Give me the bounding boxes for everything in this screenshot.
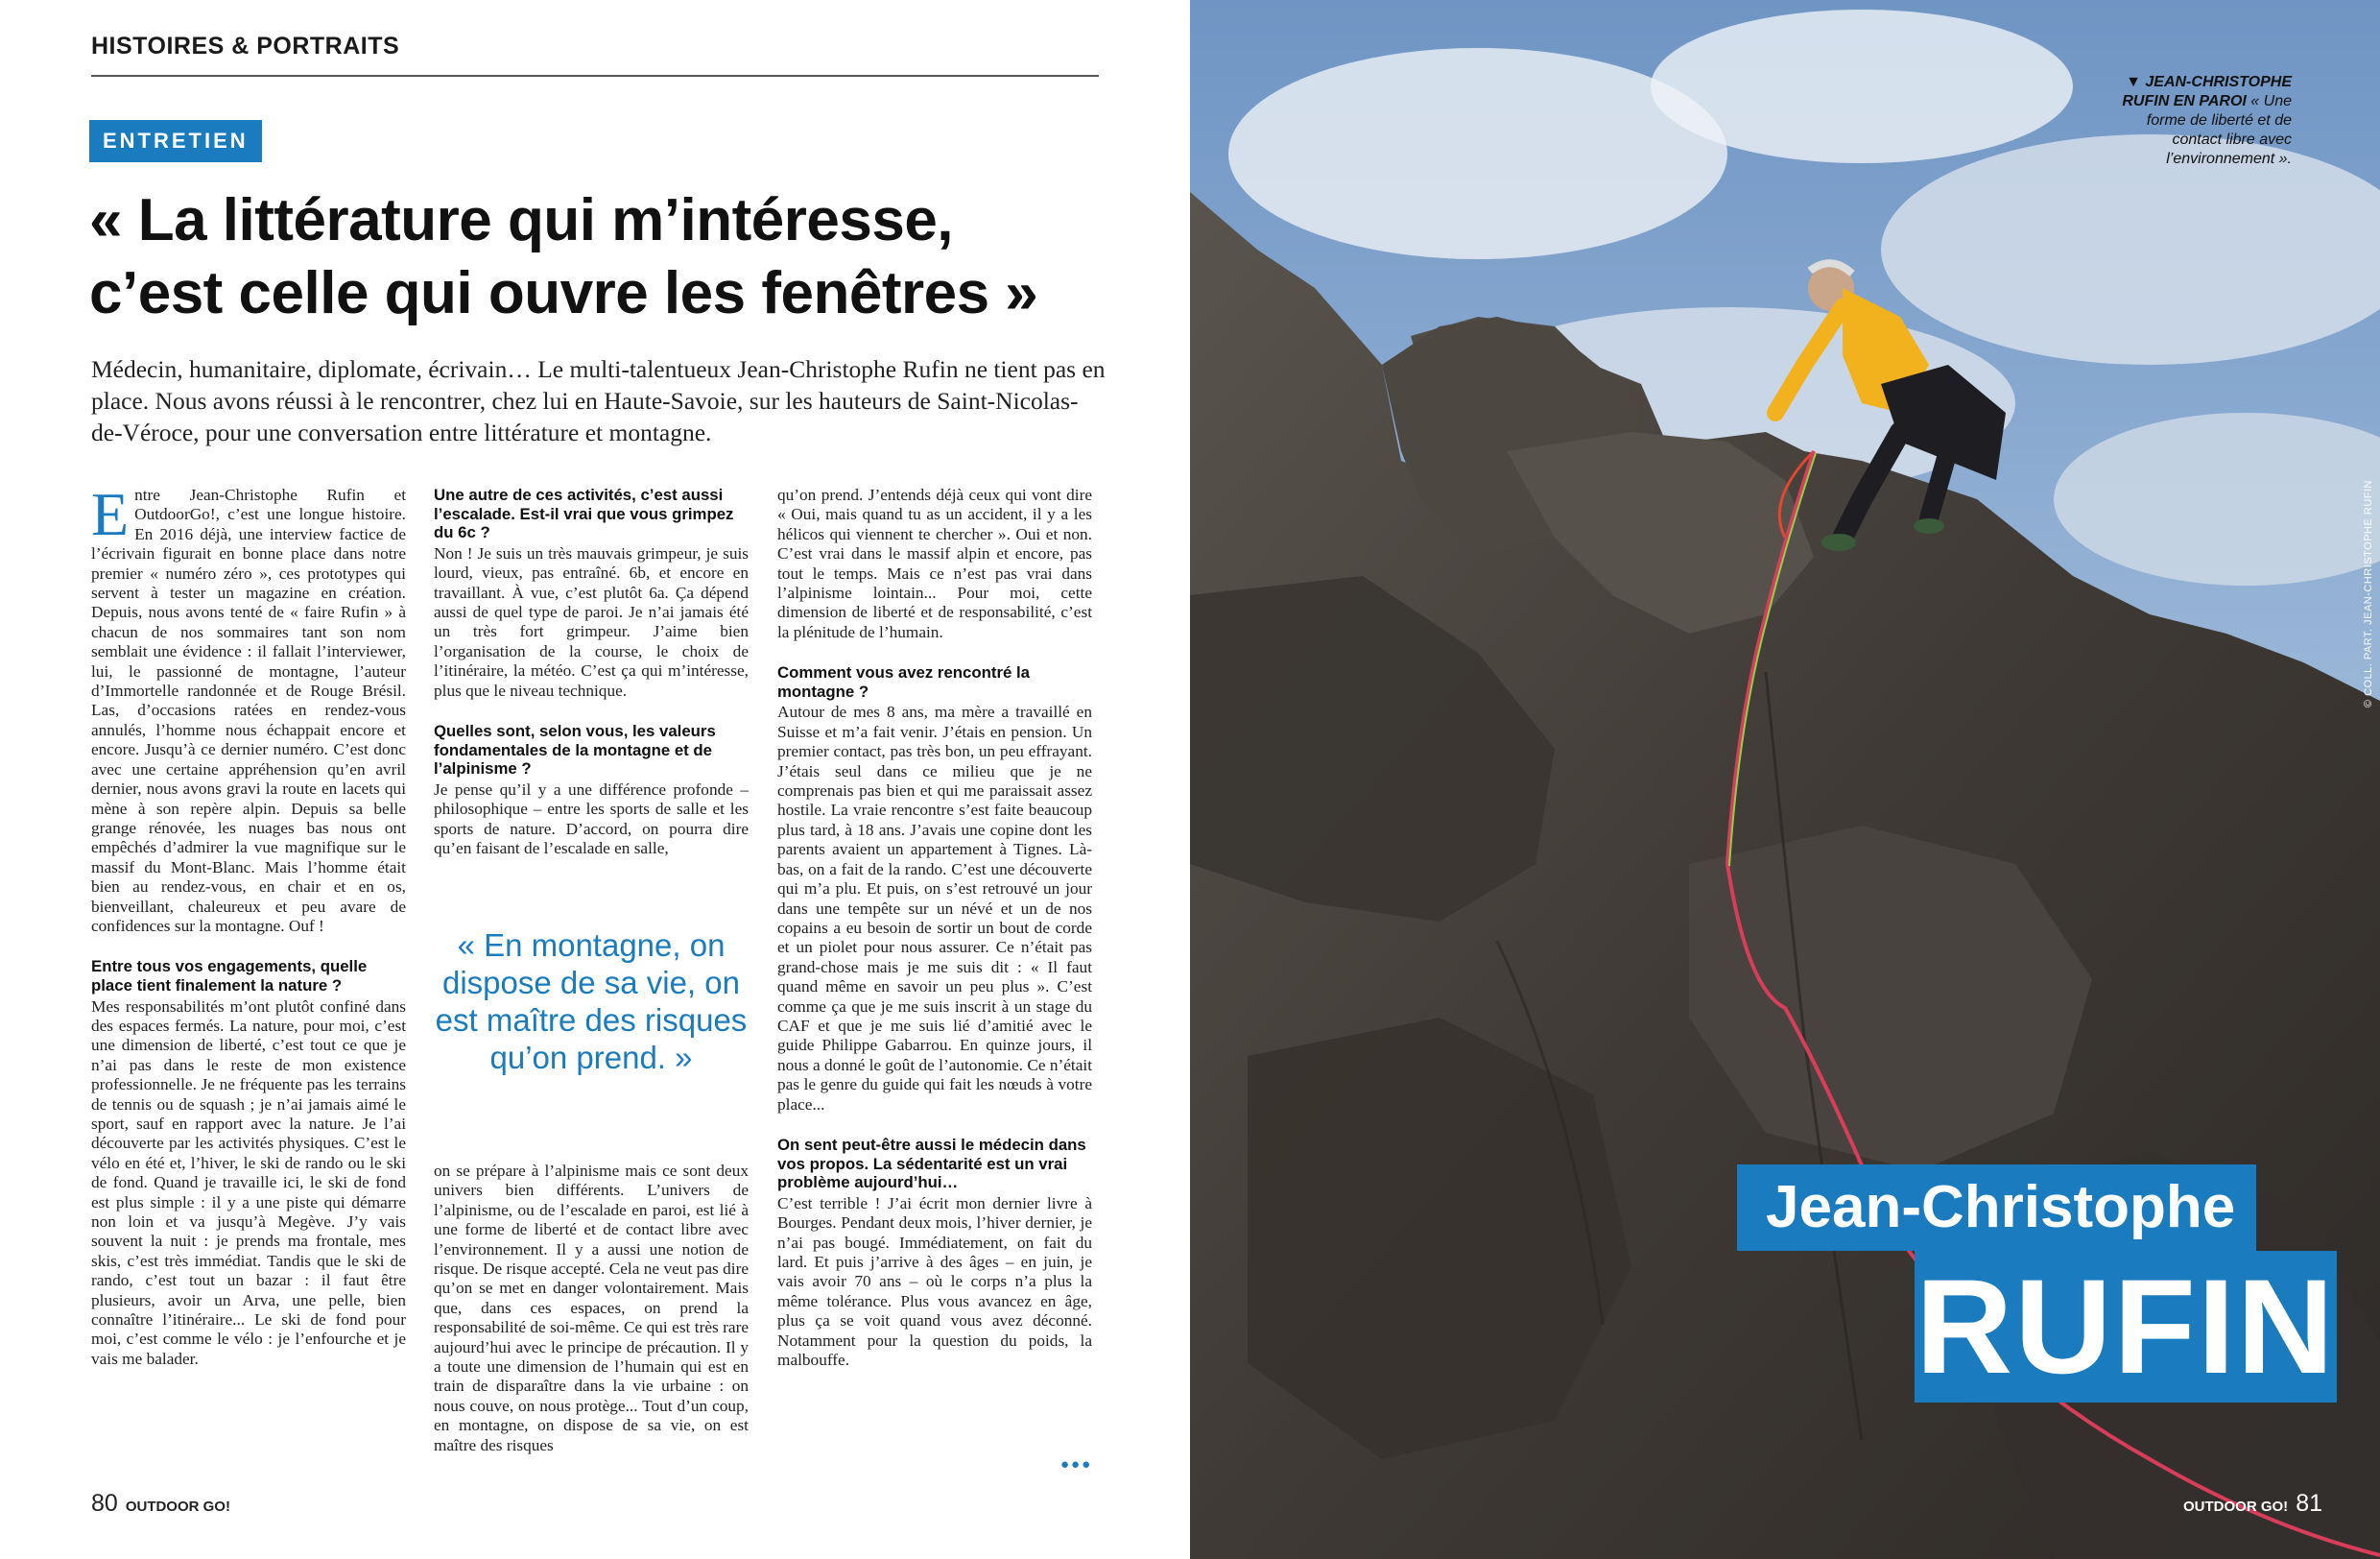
column-2-continued <box>434 1162 749 1455</box>
kicker-badge: ENTRETIEN <box>89 120 262 162</box>
name-first-banner: Jean-Christophe <box>1737 1164 2256 1251</box>
photo-credit: © COLL. PART. JEAN-CHRISTOPHE RUFIN <box>2363 480 2374 708</box>
column-1 <box>91 480 406 1369</box>
answer-nature: Mes responsabilités m’ont plutôt confiné dans des espaces fermés. La nature, pour moi, c’est une dimension de liberté, c’est tout ce que je n’ai pas dans le reste de mon existence professionnelle. Je ne fréquente pas les terrains de tennis ou de squash ; je n’ai jamais aimé le sport, sauf en rapport avec la nature. Je l’ai découverte par les activités physiques. C’est le vélo en été et, l’hiver, le ski de rando ou le ski de fond. Quand je travaille ici, le ski de fond est plus simple : il y a une piste qui démarre non loin et va jusqu’à Megève. J’y vais souvent la nuit : je prends ma frontale, mes skis, c’est très immédiat. Tandis que le ski de rando, c’est tout un bazar : il faut être plusieurs, avoir un Arva, une pelle, bien connaître l’itinéraire... Le ski de fond pour moi, c’est comme le vélo : je l’enfourche et je vais me balader. <box>91 996 406 1368</box>
folio-right <box>2183 1490 2322 1518</box>
photo-caption-text: « Une forme de liberté et de contact libre avec l’environnement ». <box>2146 93 2292 167</box>
question-escalade: Une autre de ces activités, c’est aussi l’escalade. Est-il vrai que vous grimpez du 6c ? <box>434 486 734 542</box>
answer-rencontre: Autour de mes 8 ans, ma mère a travaillé en Suisse et m’a fait venir. J’étais en pension. Un premier contact, pas très bon, un peu effrayant. J’étais seul dans ce milieu que je ne comprenais pas bien et qui me paraissait assez hostile. La vraie rencontre s’est faite beaucoup plus tard, à 18 ans. J’avais une copine dont les parents avaient un appartement à Tignes. Là-bas, on a fait de la rando. C’est une découverte qui m’a plu. Et puis, on s’est retrouvé un jour dans une tempête sur un névé et un de nos copains a eu besoin de sortir un bout de corde et un piolet pour nous assurer. Ce n’était pas grand-chose mais je me suis dit : « Il faut quand même en savoir un peu plus ». C’est comme ça que je me suis inscrit à un stage du CAF et que je me suis lié d’amitié avec le guide Philippe Gabarrou. En quinze jours, il nous a donné le goût de l’autonomie. Ce n’était pas le genre du guide qui fait les nœuds à votre place... <box>777 703 1092 1114</box>
headline <box>89 184 1126 330</box>
answer-valeurs-continued: on se prépare à l’alpinisme mais ce sont deux univers bien différents. L’univers de l’alpinisme, ou de l’escalade en paroi, est lié à une forme de liberté et de contact libre avec l’environnement. Il y a aussi une notion de risque. De risque accepté. Cela ne veut pas dire qu’on se met en danger volontairement. Mais que, dans ces espaces, on prend la responsabilité de soi-même. Ce qui est très rare aujourd’hui avec le principe de précaution. Il y a toute une dimension de l’humain qui est en train de disparaître dans la vie urbaine : on nous couve, on nous protège... Tout d’un coup, en montagne, on dispose de sa vie, on est maître des risques <box>434 1162 749 1454</box>
right-page <box>1190 0 2380 1559</box>
photo-caption-title: ▼ JEAN-CHRISTOPHE RUFIN EN PAROI <box>2122 74 2292 109</box>
standfirst: Médecin, humanitaire, diplomate, écrivain… Le multi-talentueux Jean-Christophe Rufin ne tient pas en place. Nous avons réussi à le rencontrer, chez lui en Haute-Savoie, sur les hauteurs de Saint-Nicolas-de-Véroce, pour une conversation entre littérature et montagne. <box>91 355 1106 446</box>
magazine-name-right: OUTDOOR GO! <box>2183 1499 2289 1515</box>
question-rencontre: Comment vous avez rencontré la montagne ? <box>777 663 1030 701</box>
intro-paragraph <box>91 480 406 936</box>
question-sedentarite: On sent peut-être aussi le médecin dans vos propos. La sédentarité est un vrai problème aujourd’hui… <box>777 1135 1086 1192</box>
answer-valeurs-end: qu’on prend. J’entends déjà ceux qui vont dire « Oui, mais quand tu as un accident, il y a les hélicos qui viennent te chercher ». Oui et non. C’est vrai dans le massif alpin et encore, pas tout le temps. Mais ce n’est pas vrai dans l’alpinisme lointain... Pour moi, cette dimension de liberté et de responsabilité, c’est la plénitude de l’humain. <box>777 486 1092 641</box>
answer-escalade: Non ! Je suis un très mauvais grimpeur, je suis lourd, vieux, pas entraîné. 6b, et encore en travaillant. À vue, c’est plutôt 6a. Ça dépend aussi de quel type de paroi. Je n’ai jamais été un très fort grimpeur. J’aime bien l’organisation de la course, le choix de l’itinéraire, la météo. C’est ça qui m’intéresse, plus que le niveau technique. <box>434 543 749 700</box>
end-of-page-marker: ●●● <box>1060 1457 1093 1473</box>
question-valeurs: Quelles sont, selon vous, les valeurs fondamentales de la montagne et de l’alpinisme ? <box>434 722 716 779</box>
column-3 <box>777 486 1092 1370</box>
magazine-name-left: OUTDOOR GO! <box>125 1499 230 1515</box>
header-rule <box>91 75 1099 77</box>
intro-text: ntre Jean-Christophe Rufin et OutdoorGo!, c’est une longue histoire. En 2016 déjà, une interview factice de l’écrivain figurait en bonne place dans notre premier « numéro zéro », ces prototypes qui servent à tester un magazine en création. Depuis, nous avons tenté de « faire Rufin » à chacun de nos sommaires tant son nom semblait une évidence : il fallait l’interviewer, lui, le passionné de montagne, l’auteur d’Immortelle randonnée et de Rouge Brésil. Las, d’occasions ratées en rendez-vous annulés, l’homme nous échappait encore et encore. Jusqu’à ce dernier numéro. C’est donc avec une certaine appréhension qu’en avril dernier, nous avons gravi la route en lacets qui mène à son repère alpin. Depuis sa belle grange rénovée, les nuages bas nous ont empêchés d’admirer la vue magnifique sur le massif du Mont-Blanc. Mais l’homme était bien au rendez-vous, en chair et en os, bienveillant, chaleureux et peu avare de confidences sur la montagne. Ouf ! <box>91 486 406 935</box>
answer-valeurs: Je pense qu’il y a une différence profonde – philosophique – entre les sports de salle et les sports de nature. D’accord, on pourra dire qu’en faisant de l’escalade en salle, <box>434 780 749 858</box>
question-nature: Entre tous vos engagements, quelle place tient finalement la nature ? <box>91 957 368 995</box>
answer-sedentarite: C’est terrible ! J’ai écrit mon dernier livre à Bourges. Pendant deux mois, l’hiver dernier, je n’ai pas bougé. Immédiatement, on fait du lard. Et puis j’arrive à des âges – en juin, je vais avoir 70 ans – où le corps n’a plus la même tolérance. Plus vous avancez en âge, plus ça se voit quand vous avez déconné. Notamment pour la question du poids, la malbouffe. <box>777 1193 1092 1369</box>
headline-line-2: c’est celle qui ouvre les fenêtres » <box>89 260 1038 326</box>
pull-quote: « En montagne, on dispose de sa vie, on est maître des risques qu’on prend. » <box>435 927 748 1075</box>
folio-left <box>91 1490 230 1518</box>
headline-line-1: « La littérature qui m’intéresse, <box>89 187 954 253</box>
drop-cap: E <box>91 480 130 548</box>
page-number-right: 81 <box>2296 1490 2322 1517</box>
page-number-left: 80 <box>91 1490 118 1517</box>
column-2 <box>434 486 749 858</box>
name-last-banner: RUFIN <box>1916 1251 2336 1402</box>
photo-caption <box>2100 73 2292 169</box>
section-label: HISTOIRES & PORTRAITS <box>91 33 400 60</box>
